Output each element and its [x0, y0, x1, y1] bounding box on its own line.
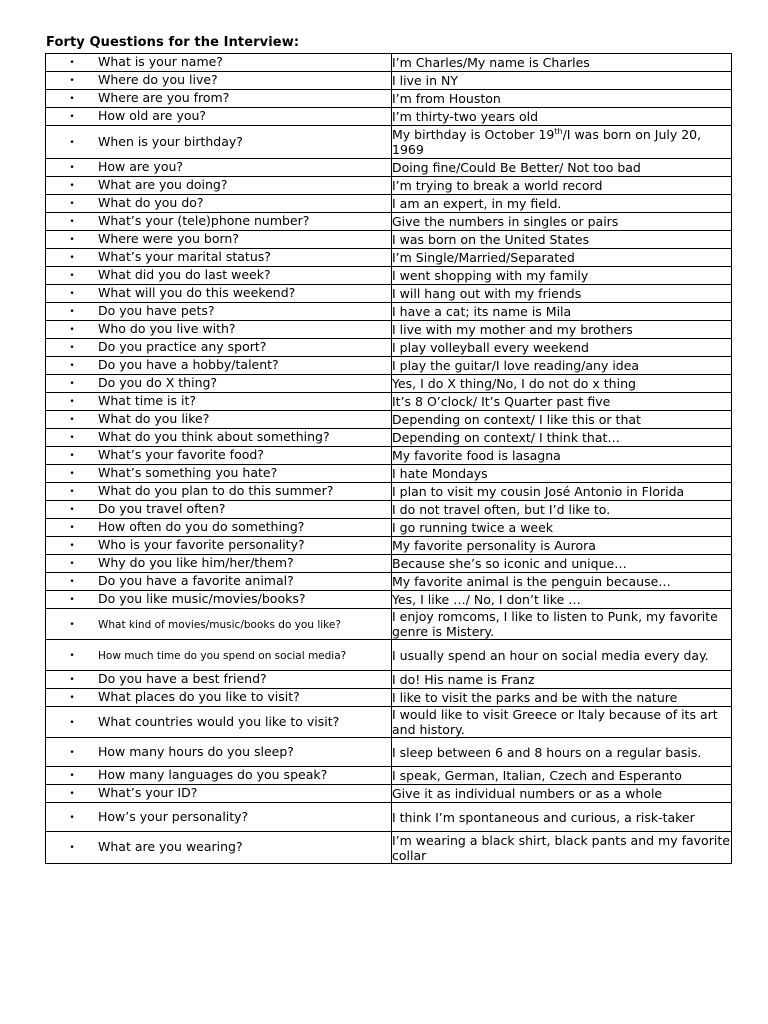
- answer-text: I live with my mother and my brothers: [392, 322, 633, 337]
- question-cell: [46, 609, 392, 640]
- answer-cell: [392, 411, 732, 429]
- table-row: [46, 159, 732, 177]
- question-text: How are you?: [98, 159, 184, 174]
- question-cell: [46, 707, 392, 738]
- answer-text: It’s 8 O’clock/ It’s Quarter past five: [392, 394, 611, 409]
- question-cell: [46, 249, 392, 267]
- answer-text: I enjoy romcoms, I like to listen to Punk, my favorite genre is Mistery.: [392, 609, 718, 639]
- question-cell: [46, 501, 392, 519]
- answer-cell: [392, 267, 732, 285]
- answer-cell: [392, 803, 732, 832]
- answer-cell: [392, 555, 732, 573]
- bullet-icon: •: [69, 217, 75, 227]
- bullet-icon: •: [69, 487, 75, 497]
- question-cell: [46, 803, 392, 832]
- table-row: [46, 640, 732, 671]
- bullet-icon: •: [69, 199, 75, 209]
- question-cell: [46, 671, 392, 689]
- question-cell: [46, 54, 392, 72]
- answer-cell: [392, 537, 732, 555]
- answer-cell: [392, 609, 732, 640]
- bullet-icon: •: [69, 505, 75, 515]
- bullet-icon: •: [69, 307, 75, 317]
- question-cell: [46, 832, 392, 864]
- table-row: [46, 537, 732, 555]
- answer-text: I play the guitar/I love reading/any idea: [392, 358, 640, 373]
- answer-cell: [392, 767, 732, 785]
- question-text: Do you like music/movies/books?: [98, 591, 306, 606]
- table-row: [46, 195, 732, 213]
- answer-cell: [392, 54, 732, 72]
- answer-cell: [392, 321, 732, 339]
- question-text: What did you do last week?: [98, 267, 271, 282]
- question-text: What’s your ID?: [98, 785, 198, 800]
- bullet-icon: •: [69, 559, 75, 569]
- question-text: How’s your personality?: [98, 808, 249, 824]
- answer-cell: [392, 501, 732, 519]
- question-cell: [46, 429, 392, 447]
- answer-text-part: My birthday is October 19: [392, 127, 555, 142]
- answer-cell: [392, 90, 732, 108]
- table-row: [46, 411, 732, 429]
- question-text: What kind of movies/music/books do you like?: [98, 618, 341, 631]
- answer-cell: [392, 249, 732, 267]
- question-text: Do you have a best friend?: [98, 671, 267, 686]
- answer-cell: [392, 465, 732, 483]
- answer-text: I have a cat; its name is Mila: [392, 304, 572, 319]
- answer-text: I’m Charles/My name is Charles: [392, 55, 590, 70]
- answer-text: Depending on context/ I like this or that: [392, 412, 641, 427]
- table-row: [46, 785, 732, 803]
- question-text: What’s your favorite food?: [98, 447, 264, 462]
- bullet-icon: •: [69, 577, 75, 587]
- answer-text: I am an expert, in my field.: [392, 196, 562, 211]
- answer-cell: [392, 429, 732, 447]
- table-row: [46, 519, 732, 537]
- answer-cell: [392, 707, 732, 738]
- table-row: [46, 803, 732, 832]
- question-cell: [46, 195, 392, 213]
- question-text: What places do you like to visit?: [98, 689, 300, 704]
- answer-cell: [392, 177, 732, 195]
- answer-cell: [392, 195, 732, 213]
- question-cell: [46, 339, 392, 357]
- question-text: What’s something you hate?: [98, 465, 278, 480]
- table-row: [46, 429, 732, 447]
- bullet-icon: •: [69, 789, 75, 799]
- answer-text: I will hang out with my friends: [392, 286, 582, 301]
- question-cell: [46, 411, 392, 429]
- table-row: [46, 465, 732, 483]
- question-text: How many languages do you speak?: [98, 767, 328, 782]
- bullet-icon: •: [69, 235, 75, 245]
- table-row: [46, 321, 732, 339]
- question-cell: [46, 108, 392, 126]
- table-row: [46, 357, 732, 375]
- answer-cell: [392, 591, 732, 609]
- answer-cell: [392, 785, 732, 803]
- bullet-icon: •: [69, 58, 75, 68]
- bullet-icon: •: [69, 541, 75, 551]
- answer-text: I would like to visit Greece or Italy because of its art and history.: [392, 707, 718, 737]
- question-text: What time is it?: [98, 393, 196, 408]
- answer-text: My favorite food is lasagna: [392, 448, 561, 463]
- answer-text: I think I’m spontaneous and curious, a risk-taker: [392, 809, 695, 825]
- question-text: What do you do?: [98, 195, 204, 210]
- table-row: [46, 231, 732, 249]
- question-cell: [46, 213, 392, 231]
- question-text: Where were you born?: [98, 231, 239, 246]
- table-row: [46, 591, 732, 609]
- question-text: What do you think about something?: [98, 429, 330, 444]
- answer-cell: [392, 671, 732, 689]
- bullet-icon: •: [69, 812, 75, 823]
- question-cell: [46, 555, 392, 573]
- question-cell: [46, 447, 392, 465]
- table-row: [46, 375, 732, 393]
- bullet-icon: •: [69, 76, 75, 86]
- table-row: [46, 573, 732, 591]
- table-row: [46, 249, 732, 267]
- answer-text: Yes, I like …/ No, I don’t like …: [392, 592, 581, 607]
- question-cell: [46, 303, 392, 321]
- question-cell: [46, 573, 392, 591]
- table-row: [46, 108, 732, 126]
- question-cell: [46, 519, 392, 537]
- bullet-icon: •: [69, 747, 75, 758]
- answer-text: I do! His name is Franz: [392, 672, 535, 687]
- question-cell: [46, 321, 392, 339]
- question-text: When is your birthday?: [98, 133, 243, 149]
- answer-cell: [392, 393, 732, 411]
- bullet-icon: •: [69, 253, 75, 263]
- answer-cell: [392, 303, 732, 321]
- table-row: [46, 90, 732, 108]
- answer-text: I usually spend an hour on social media every day.: [392, 647, 709, 663]
- answer-cell: [392, 640, 732, 671]
- question-cell: [46, 591, 392, 609]
- question-text: Why do you like him/her/them?: [98, 555, 294, 570]
- table-row: [46, 303, 732, 321]
- bullet-icon: •: [69, 717, 75, 728]
- table-row: [46, 267, 732, 285]
- answer-text: Give the numbers in singles or pairs: [392, 214, 619, 229]
- bullet-icon: •: [69, 137, 75, 148]
- answer-cell: [392, 573, 732, 591]
- questions-table: [45, 53, 732, 864]
- bullet-icon: •: [69, 433, 75, 443]
- answer-text: I play volleyball every weekend: [392, 340, 589, 355]
- table-row: [46, 767, 732, 785]
- question-cell: [46, 375, 392, 393]
- table-row: [46, 738, 732, 767]
- answer-cell: [392, 126, 732, 159]
- answer-cell: [392, 108, 732, 126]
- answer-cell: [392, 519, 732, 537]
- answer-text: My favorite animal is the penguin because…: [392, 574, 671, 589]
- question-cell: [46, 267, 392, 285]
- question-text: Do you have a favorite animal?: [98, 573, 294, 588]
- bullet-icon: •: [69, 675, 75, 685]
- answer-text: I do not travel often, but I’d like to.: [392, 502, 611, 517]
- question-text: Where are you from?: [98, 90, 230, 105]
- answer-text: I’m thirty-two years old: [392, 109, 539, 124]
- question-cell: [46, 767, 392, 785]
- bullet-icon: •: [69, 379, 75, 389]
- answer-cell: [392, 738, 732, 767]
- answer-cell: [392, 213, 732, 231]
- table-row: [46, 707, 732, 738]
- page-title: Forty Questions for the Interview:: [46, 35, 300, 50]
- answer-text: I’m from Houston: [392, 91, 501, 106]
- answer-text: I’m trying to break a world record: [392, 178, 603, 193]
- table-row: [46, 501, 732, 519]
- bullet-icon: •: [69, 289, 75, 299]
- answer-ordinal-suffix: th: [554, 126, 563, 136]
- bullet-icon: •: [69, 523, 75, 533]
- bullet-icon: •: [69, 415, 75, 425]
- answer-cell: [392, 357, 732, 375]
- bullet-icon: •: [69, 843, 75, 853]
- table-row: [46, 177, 732, 195]
- question-cell: [46, 357, 392, 375]
- question-text: What is your name?: [98, 54, 223, 69]
- question-text: What do you like?: [98, 411, 210, 426]
- bullet-icon: •: [69, 163, 75, 173]
- question-text: How old are you?: [98, 108, 207, 123]
- question-cell: [46, 689, 392, 707]
- answer-cell: [392, 285, 732, 303]
- answer-text: I hate Mondays: [392, 466, 488, 481]
- answer-text: Give it as individual numbers or as a whole: [392, 786, 663, 801]
- answer-text: I speak, German, Italian, Czech and Esperanto: [392, 768, 682, 783]
- question-text: Do you practice any sport?: [98, 339, 267, 354]
- answer-text-part: /I was born on July 20, 1969: [392, 127, 702, 157]
- table-row: [46, 609, 732, 640]
- table-row: [46, 54, 732, 72]
- bullet-icon: •: [69, 595, 75, 605]
- question-cell: [46, 640, 392, 671]
- answer-text: I was born on the United States: [392, 232, 590, 247]
- answer-cell: [392, 375, 732, 393]
- table-row: [46, 671, 732, 689]
- answer-text: Because she’s so iconic and unique…: [392, 556, 627, 571]
- table-row: [46, 447, 732, 465]
- bullet-icon: •: [69, 325, 75, 335]
- question-text: What will you do this weekend?: [98, 285, 296, 300]
- answer-cell: [392, 72, 732, 90]
- table-row: [46, 126, 732, 159]
- question-cell: [46, 465, 392, 483]
- answer-text: I like to visit the parks and be with the nature: [392, 690, 678, 705]
- bullet-icon: •: [69, 451, 75, 461]
- bullet-icon: •: [69, 771, 75, 781]
- bullet-icon: •: [69, 397, 75, 407]
- question-text: Do you travel often?: [98, 501, 226, 516]
- answer-text: I went shopping with my family: [392, 268, 589, 283]
- question-text: What do you plan to do this summer?: [98, 483, 334, 498]
- question-cell: [46, 785, 392, 803]
- question-text: Do you have a hobby/talent?: [98, 357, 279, 372]
- table-row: [46, 285, 732, 303]
- table-row: [46, 213, 732, 231]
- answer-text: Yes, I do X thing/No, I do not do x thing: [392, 376, 636, 391]
- bullet-icon: •: [69, 181, 75, 191]
- question-cell: [46, 537, 392, 555]
- question-cell: [46, 126, 392, 159]
- answer-text: I plan to visit my cousin José Antonio in Florida: [392, 484, 685, 499]
- answer-cell: [392, 447, 732, 465]
- question-text: What’s your marital status?: [98, 249, 271, 264]
- bullet-icon: •: [69, 361, 75, 371]
- question-cell: [46, 231, 392, 249]
- bullet-icon: •: [69, 343, 75, 353]
- question-cell: [46, 483, 392, 501]
- question-text: What’s your (tele)phone number?: [98, 213, 310, 228]
- question-cell: [46, 90, 392, 108]
- answer-cell: [392, 483, 732, 501]
- question-cell: [46, 393, 392, 411]
- question-cell: [46, 177, 392, 195]
- answer-text: Depending on context/ I think that…: [392, 430, 620, 445]
- answer-text: My favorite personality is Aurora: [392, 538, 596, 553]
- bullet-icon: •: [69, 271, 75, 281]
- bullet-icon: •: [69, 112, 75, 122]
- bullet-icon: •: [69, 693, 75, 703]
- question-text: Do you have pets?: [98, 303, 215, 318]
- table-row: [46, 555, 732, 573]
- question-text: What are you doing?: [98, 177, 228, 192]
- question-text: What countries would you like to visit?: [98, 713, 340, 729]
- question-cell: [46, 72, 392, 90]
- answer-text: I’m wearing a black shirt, black pants and my favorite collar: [392, 832, 730, 863]
- table-row: [46, 832, 732, 864]
- question-text: How much time do you spend on social media?: [98, 649, 347, 662]
- question-text: What are you wearing?: [98, 839, 243, 854]
- table-row: [46, 689, 732, 707]
- question-text: Where do you live?: [98, 72, 218, 87]
- question-text: Do you do X thing?: [98, 375, 218, 390]
- table-row: [46, 483, 732, 501]
- answer-text: I sleep between 6 and 8 hours on a regular basis.: [392, 744, 702, 760]
- table-row: [46, 72, 732, 90]
- answer-cell: [392, 339, 732, 357]
- question-text: How often do you do something?: [98, 519, 305, 534]
- answer-cell: [392, 231, 732, 249]
- question-text: How many hours do you sleep?: [98, 743, 294, 759]
- answer-text: I go running twice a week: [392, 520, 554, 535]
- answer-text: I’m Single/Married/Separated: [392, 250, 575, 265]
- bullet-icon: •: [69, 650, 75, 661]
- table-row: [46, 339, 732, 357]
- table-row: [46, 393, 732, 411]
- bullet-icon: •: [69, 94, 75, 104]
- answer-cell: [392, 689, 732, 707]
- question-text: Who do you live with?: [98, 321, 236, 336]
- question-text: Who is your favorite personality?: [98, 537, 305, 552]
- question-cell: [46, 285, 392, 303]
- question-cell: [46, 159, 392, 177]
- answer-text: I live in NY: [392, 73, 459, 88]
- answer-cell: [392, 159, 732, 177]
- answer-text: [392, 127, 731, 157]
- bullet-icon: •: [69, 619, 75, 630]
- answer-cell: [392, 832, 732, 864]
- answer-text: Doing fine/Could Be Better/ Not too bad: [392, 160, 641, 175]
- bullet-icon: •: [69, 469, 75, 479]
- question-cell: [46, 738, 392, 767]
